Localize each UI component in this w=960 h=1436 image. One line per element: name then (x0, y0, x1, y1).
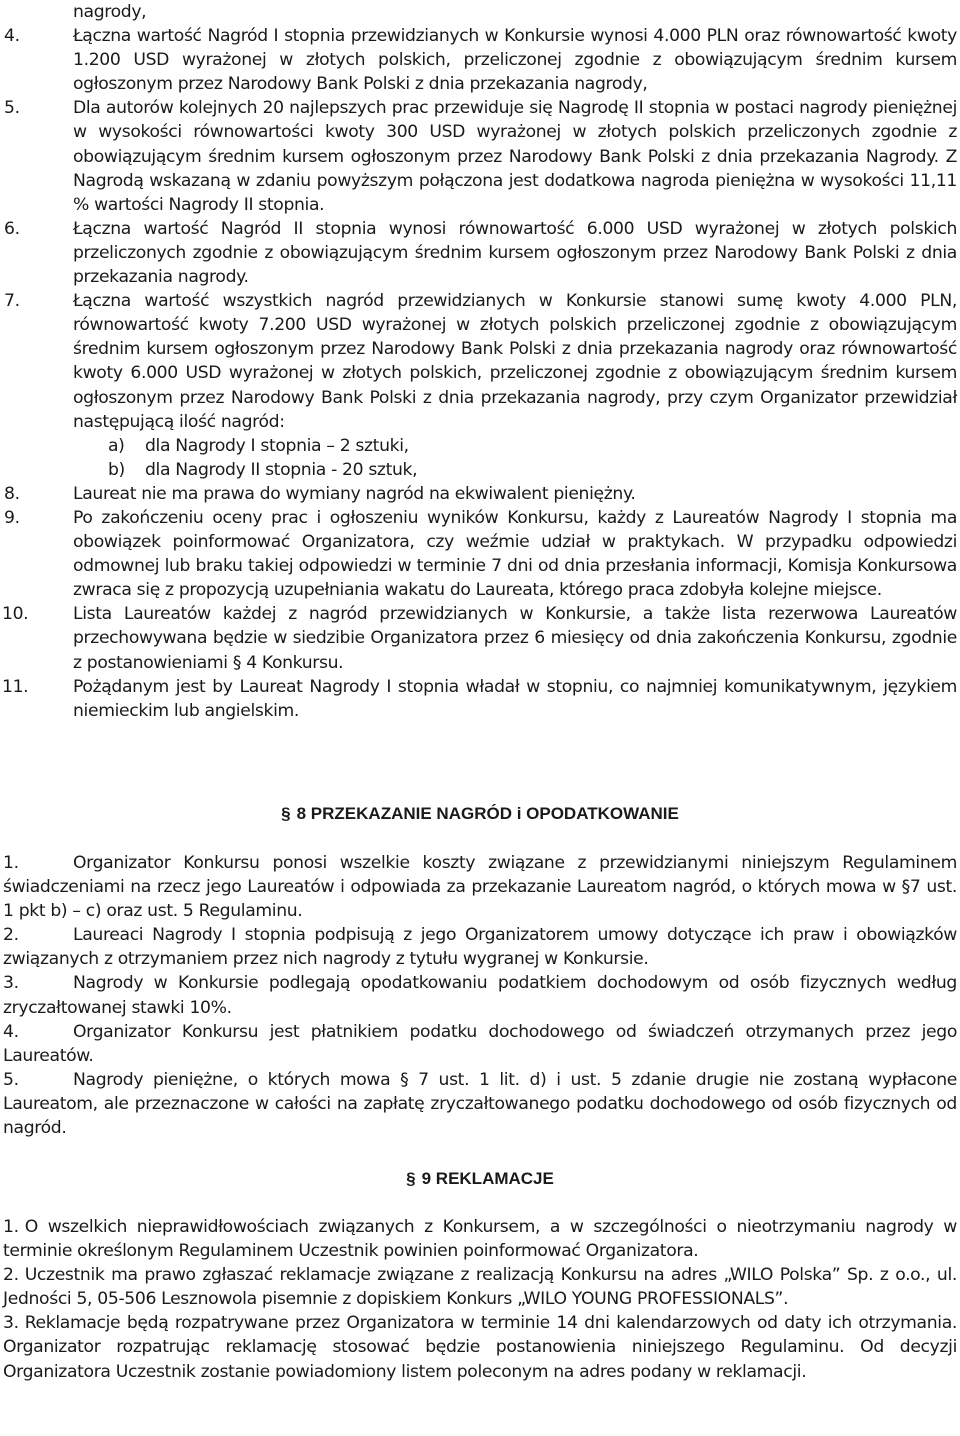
paragraph-text: Organizator Konkursu ponosi wszelkie koszty związane z przewidzianymi niniejszym Regulaminem świadczeniami na rzecz jego Laureatów i odpowiada za przekazanie Laureatom nagród, o których mowa w §7 ust. 1 pkt b) – c) oraz ust. 5 Regulaminu. (3, 853, 957, 922)
paragraph-number: 2. (3, 1265, 19, 1286)
list-item-continuation: nagrody, (73, 2, 147, 22)
sub-item-letter: b) (108, 459, 125, 480)
paragraph-number: 2. (3, 925, 19, 946)
list-number: 10. (2, 604, 29, 625)
list-text: Łączna wartość wszystkich nagród przewidzianych w Konkursie stanowi sumę kwoty 4.000 PLN, równowartość kwoty 7.200 USD wyrażonej w złotych polskich przeliczonej zgodnie z obowiązującym średnim kursem ogłoszonym przez Narodowy Bank Polski z dnia przekazania nagrody oraz równowartość kwoty 6.000 USD wyrażonej w złotych polskich, przeliczonej zgodnie z obowiązującym średnim kursem ogłoszonym przez Narodowy Bank Polski z dnia przekazania nagrody, przy czym Organizator przewidział następującą ilość nagród: (73, 291, 957, 432)
paragraph-number: 1. (3, 1217, 19, 1237)
section-9-heading (0, 1167, 960, 1191)
paragraph-8-3 (0, 971, 960, 1019)
paragraph-number: 5. (3, 1069, 19, 1090)
section-9-body (0, 1215, 960, 1384)
paragraph-number: 3. (3, 973, 19, 994)
paragraph-text: Nagrody pieniężne, o których mowa § 7 ust. 1 lit. d) i ust. 5 zdanie drugie nie zostaną wypłacone Laureatom, ale przeznaczone w całości na zapłatę zryczałtowanego podatku dochodowego od osób fizycznych od nagród. (3, 1069, 957, 1139)
paragraph-number: 1. (3, 853, 19, 873)
section-title: 8 PRZEKAZANIE NAGRÓD i OPODATKOWANIE (296, 804, 679, 823)
list-number: 4. (4, 26, 20, 47)
paragraph-number: 4. (3, 1021, 19, 1042)
list-number: 5. (4, 98, 20, 119)
paragraph-text: Reklamacje będą rozpatrywane przez Organizatora w terminie 14 dni kalendarzowych od daty ich otrzymania. Organizator rozpatrując reklamację stosować będzie postanowienia niniejszego Regulaminu. Od decyzji Organizatora Uczestnik zostanie powiadomiony listem poleconym na adres podany w reklamacji. (3, 1313, 957, 1382)
paragraph-9-1 (0, 1215, 960, 1263)
list-item-11 (0, 675, 960, 723)
section-symbol: § (281, 804, 291, 823)
paragraph-8-1 (0, 851, 960, 923)
sub-item-a (0, 434, 960, 458)
paragraph-8-4 (0, 1020, 960, 1068)
list-number: 11. (2, 676, 29, 697)
list-text: Lista Laureatów każdej z nagród przewidzianych w Konkursie, a także lista rezerwowa Laureatów przechowywana będzie w siedzibie Organizatora przez 6 miesięcy od dnia zakończenia Konkursu, zgodnie z postanowieniami § 4 Konkursu. (73, 604, 957, 673)
paragraph-9-2 (0, 1263, 960, 1311)
list-item-4 (0, 24, 960, 96)
paragraph-text: Nagrody w Konkursie podlegają opodatkowaniu podatkiem dochodowym od osób fizycznych według zryczałtowanej stawki 10%. (3, 973, 957, 1018)
list-item-7 (0, 289, 960, 434)
list-item-10 (0, 602, 960, 674)
paragraph-text: O wszelkich nieprawidłowościach związanych z Konkursem, a w szczególności o nieotrzymaniu nagrody w terminie określonym Regulaminem Uczestnik powinien poinformować Organizatora. (3, 1217, 957, 1262)
list-text: Po zakończeniu oceny prac i ogłoszeniu wyników Konkursu, każdy z Laureatów Nagrody I stopnia ma obowiązek poinformować Organizatora, czy weźmie udział w praktykach. W przypadku odpowiedzi odmownej lub braku takiej odpowiedzi w terminie 7 dni od dnia przesłania informacji, Komisja Konkursowa zwraca się z propozycją uzupełniania wakatu do Laureata, którego praca zdobyła kolejne miejsce. (73, 507, 957, 601)
sub-item-b (0, 458, 960, 482)
list-item-9 (0, 506, 960, 602)
list-item-8 (0, 482, 960, 506)
list-number: 9. (4, 507, 20, 528)
list-number: 8. (4, 483, 20, 504)
section-8-heading (0, 802, 960, 826)
paragraph-text: Laureaci Nagrody I stopnia podpisują z jego Organizatorem umowy dotyczące ich praw i obowiązków związanych z otrzymaniem przez nich nagrody z tytułu wygranej w Konkursie. (3, 925, 957, 970)
section-symbol: § (406, 1169, 416, 1188)
list-text: Dla autorów kolejnych 20 najlepszych prac przewiduje się Nagrodę II stopnia w postaci nagrody pieniężnej w wysokości równowartości kwoty 300 USD wyrażonej w złotych polskich przeliczonych zgodnie z obowiązującym średnim kursem ogłoszonym przez Narodowy Bank Polski z dnia przekazania Nagrody. Z Nagrodą wskazaną w zdaniu powyższym połączona jest dodatkowa nagroda pieniężna w wysokości 11,11 % wartości Nagrody II stopnia. (73, 98, 957, 215)
sub-item-letter: a) (108, 435, 125, 456)
list-item-6 (0, 217, 960, 289)
section-title: 9 REKLAMACJE (421, 1169, 554, 1188)
list-item-5 (0, 96, 960, 216)
paragraph-text: Uczestnik ma prawo zgłaszać reklamacje związane z realizacją Konkursu na adres „WILO Polska” Sp. z o.o., ul. Jedności 5, 05-506 Lesznowola pisemnie z dopiskiem Konkurs „WILO YOUNG PROFESSIONALS”. (3, 1265, 957, 1310)
paragraph-8-5 (0, 1068, 960, 1140)
sub-item-text: dla Nagrody II stopnia - 20 sztuk, (145, 459, 418, 480)
list-number: 6. (4, 218, 20, 239)
paragraph-8-2 (0, 923, 960, 971)
paragraph-text: Organizator Konkursu jest płatnikiem podatku dochodowego od świadczeń otrzymanych przez jego Laureatów. (3, 1021, 957, 1066)
section-8-body (0, 851, 960, 1140)
list-number: 7. (4, 291, 20, 312)
list-text: Łączna wartość Nagród II stopnia wynosi równowartość 6.000 USD wyrażonej w złotych polskich przeliczonych zgodnie z obowiązującym średnim kursem ogłoszonym przez Narodowy Bank Polski z dnia przekazania nagrody. (73, 218, 957, 288)
list-text: Pożądanym jest by Laureat Nagrody I stopnia władał w stopniu, co najmniej komunikatywnym, językiem niemieckim lub angielskim. (73, 676, 957, 721)
list-text: Laureat nie ma prawa do wymiany nagród na ekwiwalent pieniężny. (73, 483, 636, 504)
paragraph-9-3 (0, 1311, 960, 1383)
sub-item-text: dla Nagrody I stopnia – 2 sztuki, (145, 435, 409, 456)
list-text: Łączna wartość Nagród I stopnia przewidzianych w Konkursie wynosi 4.000 PLN oraz równowartość kwoty 1.200 USD wyrażonej w złotych polskich, przeliczonej zgodnie z obowiązującym średnim kursem ogłoszonym przez Narodowy Bank Polski z dnia przekazania nagrody, (73, 26, 957, 95)
paragraph-number: 3. (3, 1313, 19, 1334)
